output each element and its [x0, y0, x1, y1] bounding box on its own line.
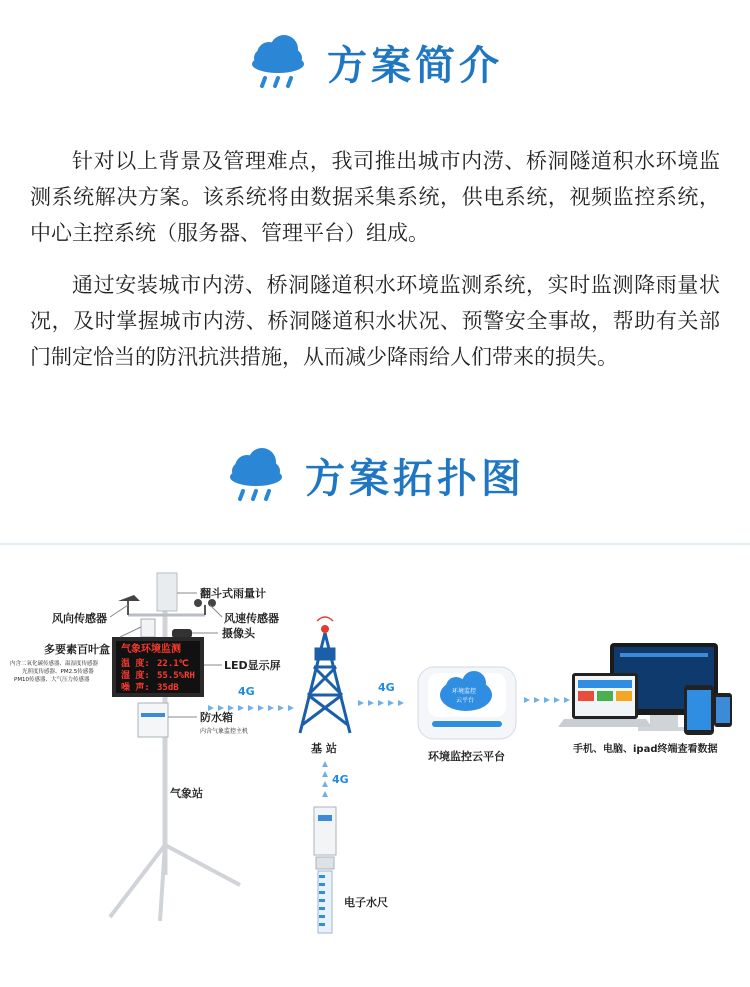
label-led-screen: LED显示屏	[224, 659, 281, 672]
label-rain-gauge: 翻斗式雨量计	[200, 587, 266, 600]
section-heading: 方案拓扑图	[305, 455, 525, 502]
label-louver-box-detail: PM10传感器、大气压力传感器	[14, 677, 90, 683]
label-devices: 手机、电脑、ipad终端查看数据	[573, 744, 718, 755]
intro-paragraph-1: 针对以上背景及管理难点，我司推出城市内涝、桥洞隧道积水环境监测系统解决方案。该系统将由数据采集系统，供电系统，视频监控系统，中心主控系统（服务器、管理平台）组成。	[30, 149, 720, 245]
rain-cloud-icon	[247, 34, 309, 90]
weather-station	[110, 573, 240, 921]
section-title-topology	[0, 440, 750, 510]
label-waterproof-box-detail: 内含气象监控主机	[200, 728, 249, 735]
label-cloud-platform: 环境监控云平台	[428, 750, 505, 763]
label-wind-direction: 风向传感器	[52, 612, 107, 625]
cloud-card-text: 云平台	[456, 697, 475, 704]
label-4g: 4G	[378, 681, 395, 694]
rain-cloud-icon	[225, 447, 287, 503]
base-station-tower	[300, 633, 350, 733]
led-row-name: 湿 度:	[121, 671, 150, 681]
label-4g: 4G	[238, 685, 255, 698]
intro-paragraph-2: 通过安装城市内涝、桥洞隧道积水环境监测系统，实时监测降雨量状况，及时掌握城市内涝、桥洞隧道积水状况、预警安全事故，帮助有关部门制定恰当的防汛抗洪措施，从而减少降雨给人们带来的损失。	[30, 273, 720, 369]
label-weather-station: 气象站	[170, 787, 203, 800]
electronic-water-gauge	[314, 807, 336, 933]
cloud-card-text: 环境监控	[452, 688, 477, 695]
led-row-name: 噪 声:	[121, 683, 150, 693]
label-4g: 4G	[332, 773, 349, 786]
led-row-value: 55.5%RH	[157, 671, 195, 681]
topology-diagram	[0, 543, 750, 987]
led-row-value: 22.1℃	[157, 659, 189, 669]
led-row-name: 温 度:	[121, 659, 150, 669]
tower-beacon	[321, 625, 329, 633]
label-louver-box-detail: 光照度传感器、PM2.5传感器	[22, 669, 94, 675]
label-waterproof-box: 防水箱	[200, 711, 233, 724]
led-title: 气象环境监测	[121, 644, 181, 655]
page-title: 方案简介	[327, 42, 503, 89]
section-title-intro	[0, 27, 750, 97]
label-base-station: 基 站	[311, 742, 337, 755]
led-row-value: 35dB	[157, 683, 179, 693]
label-louver-box: 多要素百叶盒	[44, 643, 110, 656]
label-camera: 摄像头	[222, 627, 255, 640]
terminal-devices	[558, 643, 732, 735]
label-water-gauge: 电子水尺	[344, 896, 388, 909]
label-wind-speed: 风速传感器	[224, 612, 279, 625]
label-louver-box-detail: 内含二氧化碳传感器、温湿度传感器	[10, 661, 99, 667]
